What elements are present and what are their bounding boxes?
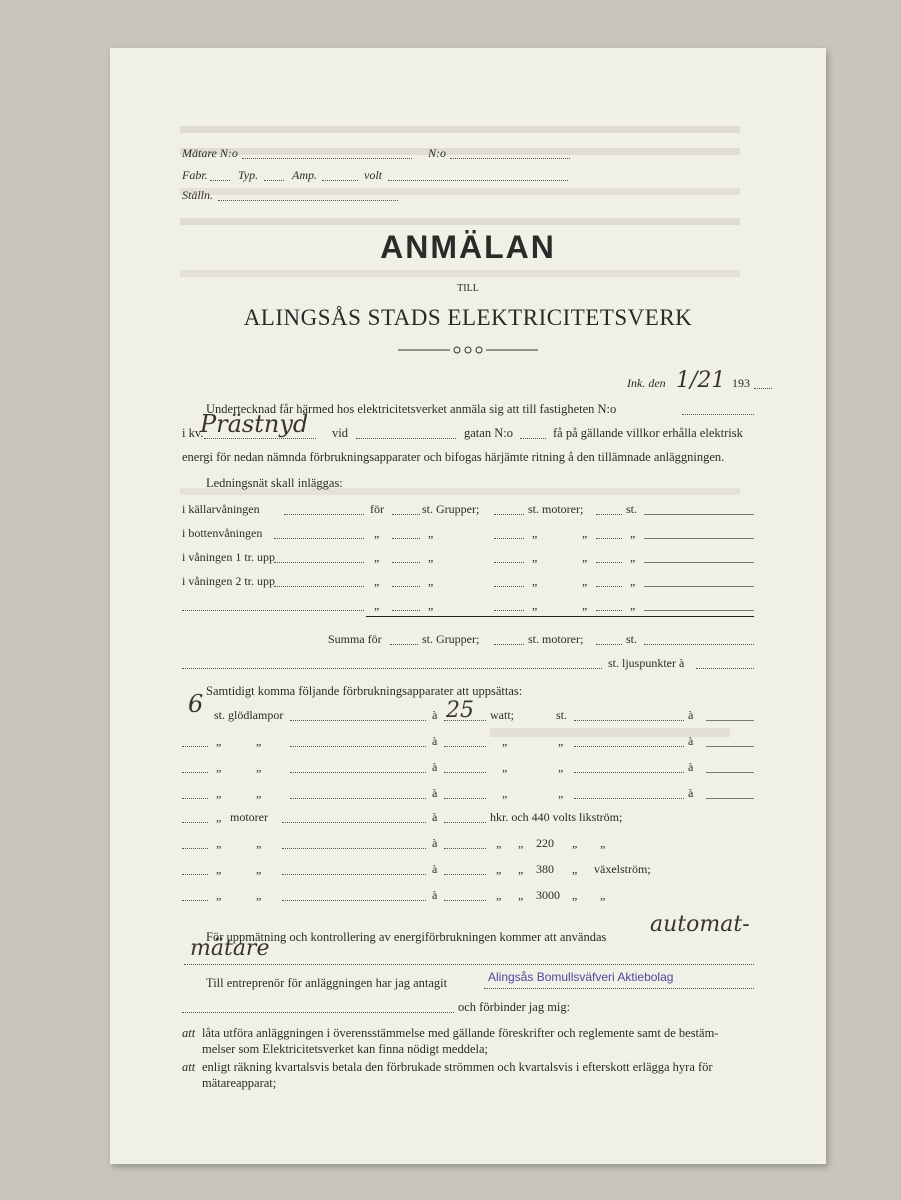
- lamp-total-field[interactable]: [706, 798, 754, 799]
- a-label: à: [432, 708, 438, 722]
- ledning-row-label: i bottenvåningen: [182, 526, 263, 540]
- lamp-count-field[interactable]: [182, 746, 208, 747]
- ditto-mark: „: [582, 526, 588, 540]
- fabr-label: Fabr.: [182, 168, 208, 182]
- lamp-price-field[interactable]: [444, 798, 486, 799]
- lamp-price-field[interactable]: [444, 746, 486, 747]
- ledning-total-rule: [366, 616, 754, 617]
- lamp-st-field[interactable]: [574, 798, 684, 799]
- ledning-extra-field[interactable]: [644, 514, 754, 515]
- lamp-st-field[interactable]: [574, 746, 684, 747]
- stalln-label: Ställn.: [182, 188, 214, 202]
- ditto-mark: „: [532, 574, 538, 588]
- handwritten-watt: 25: [446, 698, 474, 723]
- ledning-st-field[interactable]: [596, 610, 622, 611]
- motor-count-field[interactable]: [182, 900, 208, 901]
- ditto-mark: „: [572, 862, 578, 876]
- lamp-st-field[interactable]: [574, 772, 684, 773]
- ditto-mark: „: [256, 836, 262, 850]
- ditto-mark: „: [502, 760, 508, 774]
- ledning-grupper-field[interactable]: [392, 538, 420, 539]
- organization-name: ALINGSÅS STADS ELEKTRICITETSVERK: [243, 305, 693, 330]
- ditto-mark: „: [256, 862, 262, 876]
- ledning-grupper-field[interactable]: [392, 514, 420, 515]
- ledning-st-field[interactable]: [596, 586, 622, 587]
- motor-type-field[interactable]: [282, 848, 426, 849]
- ledning-row-field[interactable]: [182, 610, 364, 611]
- ditto-mark: „: [502, 734, 508, 748]
- lamp-type-field[interactable]: [290, 798, 426, 799]
- typ-field[interactable]: [264, 180, 284, 181]
- ledning-motorer-field[interactable]: [494, 538, 524, 539]
- ledning-motorer-field[interactable]: [494, 610, 524, 611]
- summa-st-label: st.: [626, 632, 638, 646]
- kv-field[interactable]: [204, 438, 316, 439]
- meter-field[interactable]: [242, 158, 412, 159]
- glodlampor-label: st. glödlampor: [214, 708, 284, 722]
- a-label: à: [432, 810, 438, 824]
- motor-count-field[interactable]: [182, 874, 208, 875]
- lamp-count-field[interactable]: [182, 772, 208, 773]
- motor-price-field[interactable]: [444, 822, 486, 823]
- ditto-mark: „: [582, 550, 588, 564]
- amp-label: Amp.: [292, 168, 317, 182]
- a-label: à: [432, 862, 438, 876]
- ledning-row-label: i källarvåningen: [182, 502, 260, 516]
- volt-field[interactable]: [388, 180, 568, 181]
- ditto-mark: „: [428, 526, 434, 540]
- ditto-mark: „: [558, 734, 564, 748]
- ledning-st-label: st.: [626, 502, 638, 516]
- ledning-heading: Ledningsnät skall inläggas:: [206, 476, 343, 490]
- ledning-row-label: i våningen 1 tr. upp: [182, 550, 275, 564]
- lamp-type-field[interactable]: [290, 772, 426, 773]
- ledning-motorer-field[interactable]: [494, 514, 524, 515]
- lamp-total-field[interactable]: [706, 772, 754, 773]
- handwritten-lamp-count: 6: [188, 690, 204, 718]
- date-year: 193: [732, 376, 750, 390]
- ditto-mark: „: [496, 862, 502, 876]
- ljuspunkter-label: st. ljuspunkter à: [608, 656, 685, 670]
- ditto-mark: „: [502, 786, 508, 800]
- ditto-mark: „: [558, 786, 564, 800]
- ditto-mark: „: [256, 734, 262, 748]
- year-field[interactable]: [754, 388, 772, 389]
- ljuspunkter-price-field[interactable]: [696, 668, 754, 669]
- handwritten-kvarter: Prästnyd: [200, 410, 309, 438]
- ledning-motorer-field[interactable]: [494, 586, 524, 587]
- motor-type-field[interactable]: [282, 900, 426, 901]
- ditto-mark: „: [216, 862, 222, 876]
- ledning-grupper-field[interactable]: [392, 586, 420, 587]
- ledning-row-field[interactable]: [274, 586, 364, 587]
- vid-label: vid: [332, 426, 348, 440]
- a-label: à: [688, 734, 694, 748]
- a-label: à: [688, 708, 694, 722]
- ditto-mark: „: [256, 888, 262, 902]
- stalln-field[interactable]: [218, 200, 398, 201]
- motor-type-field[interactable]: [282, 874, 426, 875]
- voltage-value: 220: [536, 836, 554, 850]
- summa-grupper-label: st. Grupper;: [422, 632, 480, 646]
- gatan-no-field[interactable]: [520, 438, 546, 439]
- ledning-extra-field[interactable]: [644, 562, 754, 563]
- ditto-mark: „: [532, 526, 538, 540]
- amp-field[interactable]: [322, 180, 358, 181]
- ditto-mark: „: [630, 526, 636, 540]
- ditto-mark: „: [374, 598, 380, 612]
- hkr-volt-label: hkr. och 440 volts likström;: [490, 810, 623, 824]
- motorer-label: motorer: [230, 810, 268, 824]
- vid-field[interactable]: [356, 438, 456, 439]
- meter-label: Mätare N:o: [182, 146, 238, 160]
- ledning-row-field[interactable]: [274, 538, 364, 539]
- a-label: à: [688, 786, 694, 800]
- ditto-mark: „: [374, 526, 380, 540]
- ditto-mark: „: [630, 598, 636, 612]
- summa-motorer-label: st. motorer;: [528, 632, 584, 646]
- clause-1-att: att: [182, 1026, 196, 1040]
- forbinder-text: och förbinder jag mig:: [458, 1000, 571, 1014]
- fabr-field[interactable]: [210, 180, 230, 181]
- clause-1-line-2: melser som Elektricitetsverket kan finna nödigt meddela;: [202, 1042, 489, 1056]
- ditto-mark: „: [582, 598, 588, 612]
- ledning-grupper-field[interactable]: [392, 610, 420, 611]
- fastighet-no-field[interactable]: [682, 414, 754, 415]
- a-label: à: [432, 760, 438, 774]
- lamp-st-field[interactable]: [574, 720, 684, 721]
- a-label: à: [432, 734, 438, 748]
- ditto-mark: „: [572, 888, 578, 902]
- ditto-mark: „: [216, 786, 222, 800]
- summa-label: Summa för: [328, 632, 382, 646]
- intro-line-1: Undertecknad får härmed hos elektricitetsverket anmäla sig att till fastigheten N:o: [206, 402, 617, 416]
- lamp-price-field[interactable]: [444, 772, 486, 773]
- lamp-count-field[interactable]: [182, 798, 208, 799]
- apparater-heading: Samtidigt komma följande förbrukningsapparater att uppsättas:: [206, 684, 523, 698]
- ledning-motorer-label: st. motorer;: [528, 502, 584, 516]
- summa-extra-field[interactable]: [644, 644, 754, 645]
- glodlampor-field[interactable]: [290, 720, 426, 721]
- lamp-type-field[interactable]: [290, 746, 426, 747]
- ditto-mark: „: [532, 598, 538, 612]
- entreprenor-text: Till entreprenör för anläggningen har jag antagit: [206, 976, 448, 990]
- ditto-mark: „: [256, 786, 262, 800]
- ledning-extra-field[interactable]: [644, 610, 754, 611]
- ditto-mark: „: [428, 598, 434, 612]
- handwritten-automat: automat-: [650, 912, 750, 937]
- lamp-price-field[interactable]: [444, 720, 486, 721]
- kv-label: i kv.: [182, 426, 204, 440]
- handwritten-matare: mätare: [190, 936, 270, 961]
- company-stamp: Alingsås Bomullsväfveri Aktiebolag: [488, 970, 674, 984]
- meter-no-label: N:o: [428, 146, 446, 160]
- ditto-mark: „: [216, 810, 222, 824]
- typ-label: Typ.: [238, 168, 259, 182]
- ditto-mark: „: [630, 574, 636, 588]
- clause-1-line-1: låta utföra anläggningen i överensstämmelse med gällande föreskrifter och reglemente samt de bestäm-: [202, 1026, 719, 1040]
- ledning-extra-field[interactable]: [644, 586, 754, 587]
- volt-label: volt: [364, 168, 382, 182]
- ditto-mark: „: [518, 862, 524, 876]
- hkr-field[interactable]: [444, 900, 486, 901]
- ditto-mark: „: [496, 888, 502, 902]
- form-sheet: [110, 48, 826, 1164]
- lamp-total-field[interactable]: [706, 720, 754, 721]
- clause-2-line-1: enligt räkning kvartalsvis betala den förbrukade strömmen och kvartalsvis i efterskott erlägga hyra för: [202, 1060, 713, 1074]
- a-label: à: [432, 786, 438, 800]
- ditto-mark: „: [558, 760, 564, 774]
- intro-line-3: energi för nedan nämnda förbrukningsapparater och bifogas härjämte ritning å den tillämnade anläggningen.: [182, 450, 725, 464]
- ditto-mark: „: [600, 836, 606, 850]
- ditto-mark: „: [256, 760, 262, 774]
- vaxelstrom-label: växelström;: [594, 862, 651, 876]
- ledning-row-label: i våningen 2 tr. upp: [182, 574, 275, 588]
- a-label: à: [432, 888, 438, 902]
- lamp-total-field[interactable]: [706, 746, 754, 747]
- hkr-field[interactable]: [444, 848, 486, 849]
- meter-no-field[interactable]: [450, 158, 570, 159]
- ditto-mark: „: [518, 888, 524, 902]
- a-label: à: [688, 760, 694, 774]
- ledning-grupper-field[interactable]: [392, 562, 420, 563]
- ditto-mark: „: [216, 760, 222, 774]
- motor-count-field[interactable]: [182, 848, 208, 849]
- ditto-mark: „: [374, 574, 380, 588]
- ink-den-label: Ink. den: [627, 376, 666, 390]
- form-title: ANMÄLAN: [380, 229, 556, 265]
- ditto-mark: „: [216, 888, 222, 902]
- handwritten-date: 1/21: [676, 368, 726, 393]
- matning-text: För uppmätning och kontrollering av energiförbrukningen kommer att användas: [206, 930, 607, 944]
- title-ornament: [398, 342, 538, 352]
- ledning-extra-field[interactable]: [644, 538, 754, 539]
- clause-2-att: att: [182, 1060, 196, 1074]
- summa-st-field[interactable]: [596, 644, 622, 645]
- ledning-motorer-field[interactable]: [494, 562, 524, 563]
- ditto-mark: „: [374, 550, 380, 564]
- ledning-st-field[interactable]: [596, 514, 622, 515]
- ditto-mark: „: [216, 836, 222, 850]
- ditto-mark: „: [532, 550, 538, 564]
- ditto-mark: „: [428, 574, 434, 588]
- ledning-for-label: för: [370, 502, 384, 516]
- voltage-value: 380: [536, 862, 554, 876]
- ledning-st-field[interactable]: [596, 538, 622, 539]
- title-till: TILL: [457, 283, 479, 294]
- ledning-grupper-label: st. Grupper;: [422, 502, 480, 516]
- ditto-mark: „: [582, 574, 588, 588]
- hkr-field[interactable]: [444, 874, 486, 875]
- matning-field[interactable]: [184, 964, 754, 965]
- summa-grupper-field[interactable]: [390, 644, 418, 645]
- motor-type-field[interactable]: [282, 822, 426, 823]
- ditto-mark: „: [630, 550, 636, 564]
- ditto-mark: „: [600, 888, 606, 902]
- a-label: à: [432, 836, 438, 850]
- summa-motorer-field[interactable]: [494, 644, 524, 645]
- gatan-label: gatan N:o: [464, 426, 513, 440]
- ljuspunkter-field[interactable]: [182, 668, 602, 669]
- clause-2-line-2: mätareapparat;: [202, 1076, 277, 1090]
- watt-label: watt;: [490, 708, 514, 722]
- ditto-mark: „: [216, 734, 222, 748]
- ledning-row-field[interactable]: [274, 562, 364, 563]
- ditto-mark: „: [518, 836, 524, 850]
- intro-line-2-end: få på gällande villkor erhålla elektrisk: [553, 426, 743, 440]
- entreprenor-field-2[interactable]: [182, 1012, 454, 1013]
- motor-count-field[interactable]: [182, 822, 208, 823]
- ledning-st-field[interactable]: [596, 562, 622, 563]
- ditto-mark: „: [428, 550, 434, 564]
- ditto-mark: „: [572, 836, 578, 850]
- ledning-row-field[interactable]: [284, 514, 364, 515]
- ditto-mark: „: [496, 836, 502, 850]
- voltage-value: 3000: [536, 888, 560, 902]
- st-label: st.: [556, 708, 568, 722]
- entreprenor-field[interactable]: [484, 988, 754, 989]
